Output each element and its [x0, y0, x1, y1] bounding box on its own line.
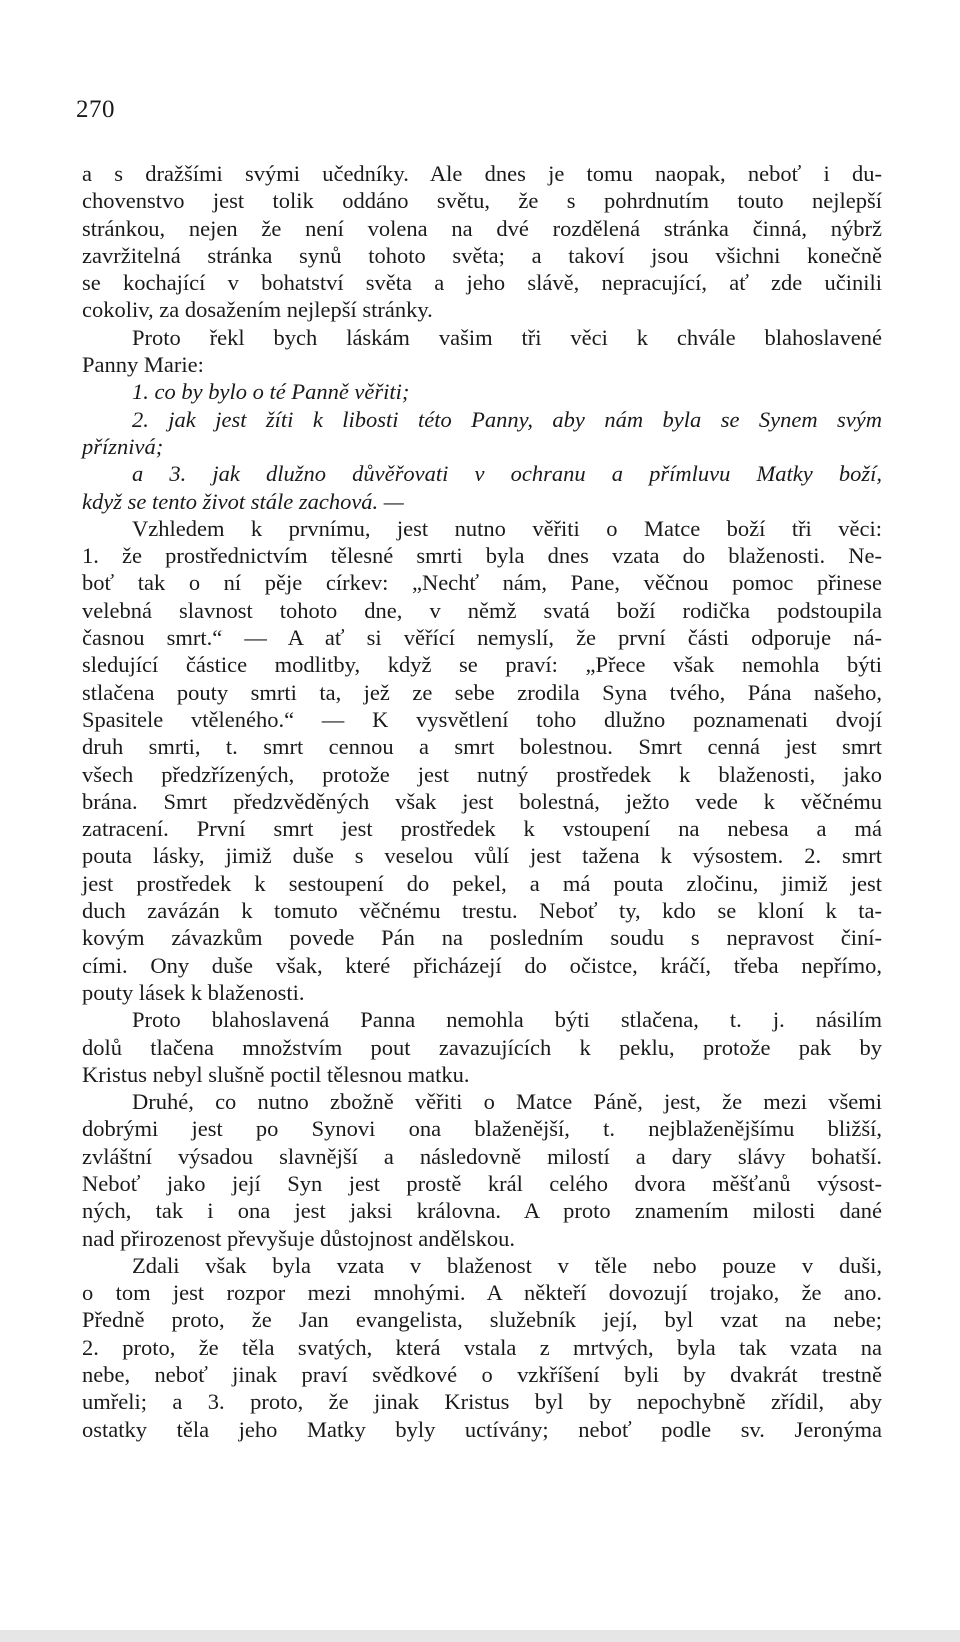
list-item-text: a 3. jak dlužno důvěřovati v ochranu a přímluvu Matky boží, — [132, 461, 882, 487]
text-line: pouty lásek k blaženosti. — [82, 979, 305, 1005]
text-line: zatracení. První smrt jest prostředek k vstoupení na nebesa a má — [82, 816, 882, 842]
text-line: nad přirozenost převyšuje důstojnost andělskou. — [82, 1225, 516, 1251]
text-line: zvláštní výsadou slavnější a následovně milostí a dary slávy bohatší. — [82, 1143, 882, 1169]
text-line: boť tak o ní pěje církev: „Nechť nám, Pane, věčnou pomoc přinese — [82, 570, 882, 596]
text-line: Panny Marie: — [82, 352, 204, 378]
text-line: Kristus nebyl slušně poctil tělesnou matku. — [82, 1061, 470, 1087]
text-line: cokoliv, za dosažením nejlepší stránky. — [82, 297, 433, 323]
text-line: sledující částice modlitby, když se praví: „Přece však nemohla býti — [82, 652, 882, 678]
text-line: chovenstvo jest tolik oddáno světu, že s pohrdnutím touto nejlepší — [82, 188, 882, 214]
text-line: velebná slavnost tohoto dne, v němž svatá boží rodička podstoupila — [82, 597, 882, 623]
text-line: Vzhledem k prvnímu, jest nutno věřiti o Matce boží tři věci: — [132, 515, 882, 541]
text-line: Spasitele vtěleného.“ — K vysvětlení toho dlužno poznamenati dvojí — [82, 706, 882, 732]
text-line: Neboť jako její Syn jest prostě král celého dvora měšťanů výsost- — [82, 1170, 882, 1196]
text-line: Zdali však byla vzata v blaženost v těle nebo pouze v duši, — [132, 1252, 882, 1278]
text-line: stránkou, nejen že není volena na dvé rozdělená stránka činná, nýbrž — [82, 215, 882, 241]
text-line: dobrými jest po Synovi ona blaženější, t. nejblaženějšímu bližší, — [82, 1116, 882, 1142]
text-line: cími. Ony duše však, které přicházejí do očistce, kráčí, třeba nepřímo, — [82, 952, 882, 978]
text-line: Předně proto, že Jan evangelista, služebník její, byl vzat na nebe; — [82, 1307, 882, 1333]
text-line: zavržitelná stránka synů tohoto světa; a takoví jsou všichni konečně — [82, 242, 882, 268]
text-line — [82, 488, 882, 515]
text-line: dolů tlačena množstvím pout zavazujících k peklu, protože pak by — [82, 1034, 882, 1060]
text-line: všech předzřízených, protože jest nutný prostředek k blaženosti, jako — [82, 761, 882, 787]
page-bottom-edge — [0, 1630, 960, 1642]
text-line: Proto blahoslavená Panna nemohla býti stlačena, t. j. násilím — [132, 1007, 882, 1033]
list-item — [82, 378, 882, 405]
list-item — [82, 406, 882, 433]
text-line: Proto řekl bych láskám vašim tři věci k chvále blahoslavené — [132, 324, 882, 350]
text-line: pouta lásky, jimiž duše s veselou vůlí jest tažena k výsostem. 2. smrt — [82, 843, 882, 869]
text-line: druh smrti, t. smrt cennou a smrt bolestnou. Smrt cenná jest smrt — [82, 734, 882, 760]
text-line: ostatky těla jeho Matky byly uctívány; neboť podle sv. Jeronýma — [82, 1416, 882, 1442]
list-item-text: 2. jak jest žíti k libosti této Panny, aby nám byla se Synem svým — [132, 406, 882, 432]
text-line: časnou smrt.“ — A ať si věřící nemyslí, že první části odporuje ná- — [82, 625, 882, 651]
body-text — [82, 160, 882, 1443]
list-item-text: 1. co by bylo o té Panně věřiti; — [132, 379, 410, 405]
text-line: brána. Smrt předzvěděných však jest bolestná, ježto vede k věčnému — [82, 788, 882, 814]
list-item — [82, 460, 882, 487]
text-line: 2. proto, že těla svatých, která vstala z mrtvých, byla tak vzata na — [82, 1334, 882, 1360]
list-item-text: příznivá; — [82, 433, 164, 459]
text-line: kovým závazkům povede Pán na posledním soudu s nepravost činí- — [82, 925, 882, 951]
list-item-text: když se tento život stále zachová. — — [82, 488, 404, 514]
text-line: ných, tak i ona jest jaksi královna. A proto znamením milosti dané — [82, 1198, 882, 1224]
text-line: Druhé, co nutno zbožně věřiti o Matce Páně, jest, že mezi všemi — [132, 1089, 882, 1115]
text-line: jest prostředek k sestoupení do pekel, a má pouta zločinu, jimiž jest — [82, 870, 882, 896]
page-number: 270 — [76, 96, 115, 123]
text-line: o tom jest rozpor mezi mnohými. A někteří dovozují trojako, že ano. — [82, 1280, 882, 1306]
text-line: nebe, neboť jinak praví svědkové o vzkříšení byli by dvakrát trestně — [82, 1362, 882, 1388]
text-line: a s dražšími svými učedníky. Ale dnes je tomu naopak, neboť i du- — [82, 161, 882, 186]
text-line: 1. že prostřednictvím tělesné smrti byla dnes vzata do blaženosti. Ne- — [82, 543, 882, 569]
text-line: duch zavázán k tomuto věčnému trestu. Neboť ty, kdo se kloní k ta- — [82, 898, 882, 924]
text-line: se kochající v bohatství světa a jeho slávě, nepracující, ať zde učinili — [82, 270, 882, 296]
text-line: stlačena pouty smrti ta, jež ze sebe zrodila Syna tvého, Pána našeho, — [82, 679, 882, 705]
text-line: umřeli; a 3. proto, že jinak Kristus byl by nepochybně zřídil, aby — [82, 1389, 882, 1415]
text-line — [82, 433, 882, 460]
